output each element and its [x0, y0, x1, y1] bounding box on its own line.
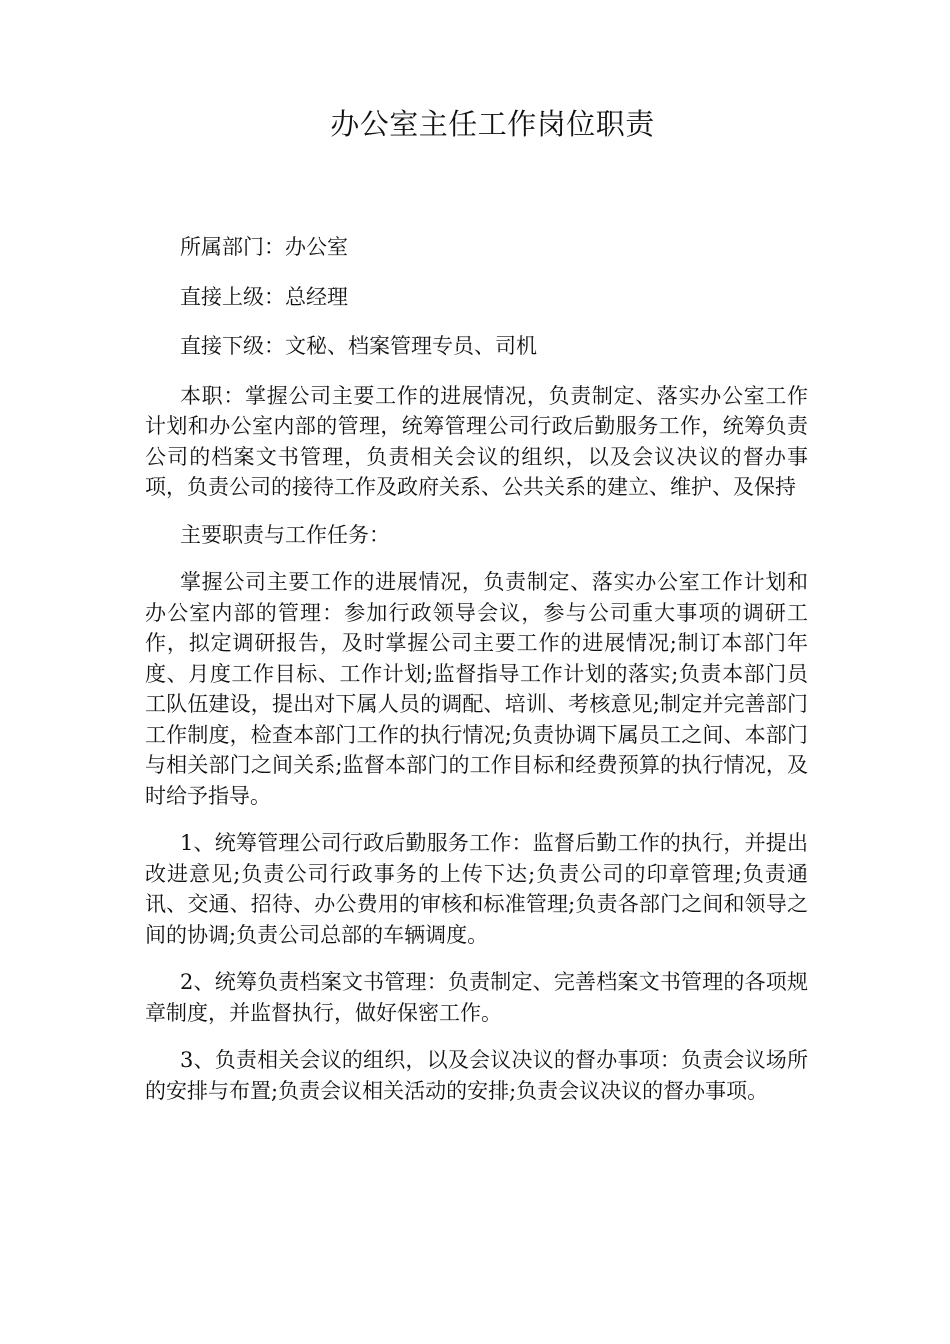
- duty-paragraph-3: 3、负责相关会议的组织，以及会议决议的督办事项：负责会议场所的安排与布置;负责会议相关活动的安排;负责会议决议的督办事项。: [145, 1048, 808, 1103]
- document-title: 办公室主任工作岗位职责: [330, 107, 655, 141]
- superior-line: 直接上级：总经理: [180, 284, 348, 309]
- duty-paragraph-overview: 掌握公司主要工作的进展情况，负责制定、落实办公室工作计划和办公室内部的管理：参加行政领导会议，参与公司重大事项的调研工作，拟定调研报告，及时掌握公司主要工作的进展情况;制订本部门年度、月度工作目标、工作计划;监督指导工作计划的落实;负责本部门员工队伍建设，提出对下属人员的调配、培训、考核意见;制定并完善部门工作制度，检查本部门工作的执行情况;负责协调下属员工之间、本部门与相关部门之间关系;监督本部门的工作目标和经费预算的执行情况，及时给予指导。: [145, 570, 808, 808]
- section-heading: 主要职责与工作任务：: [180, 522, 390, 547]
- department-line: 所属部门：办公室: [180, 235, 348, 259]
- subordinate-line: 直接下级：文秘、档案管理专员、司机: [180, 334, 537, 358]
- document-body: [145, 232, 808, 1123]
- duty-paragraph-1: 1、统筹管理公司行政后勤服务工作：监督后勤工作的执行，并提出改进意见;负责公司行政事务的上传下达;负责公司的印章管理;负责通讯、交通、招待、办公费用的审核和标准管理;负责各部门之间和领导之间的协调;负责公司总部的车辆调度。: [145, 831, 808, 947]
- core-duty-paragraph: 本职：掌握公司主要工作的进展情况，负责制定、落实办公室工作计划和办公室内部的管理，统筹管理公司行政后勤服务工作，统筹负责公司的档案文书管理，负责相关会议的组织，以及会议决议的督办事项，负责公司的接待工作及政府关系、公共关系的建立、维护、及保持: [145, 383, 808, 499]
- duty-paragraph-2: 2、统筹负责档案文书管理：负责制定、完善档案文书管理的各项规章制度，并监督执行，做好保密工作。: [145, 970, 808, 1025]
